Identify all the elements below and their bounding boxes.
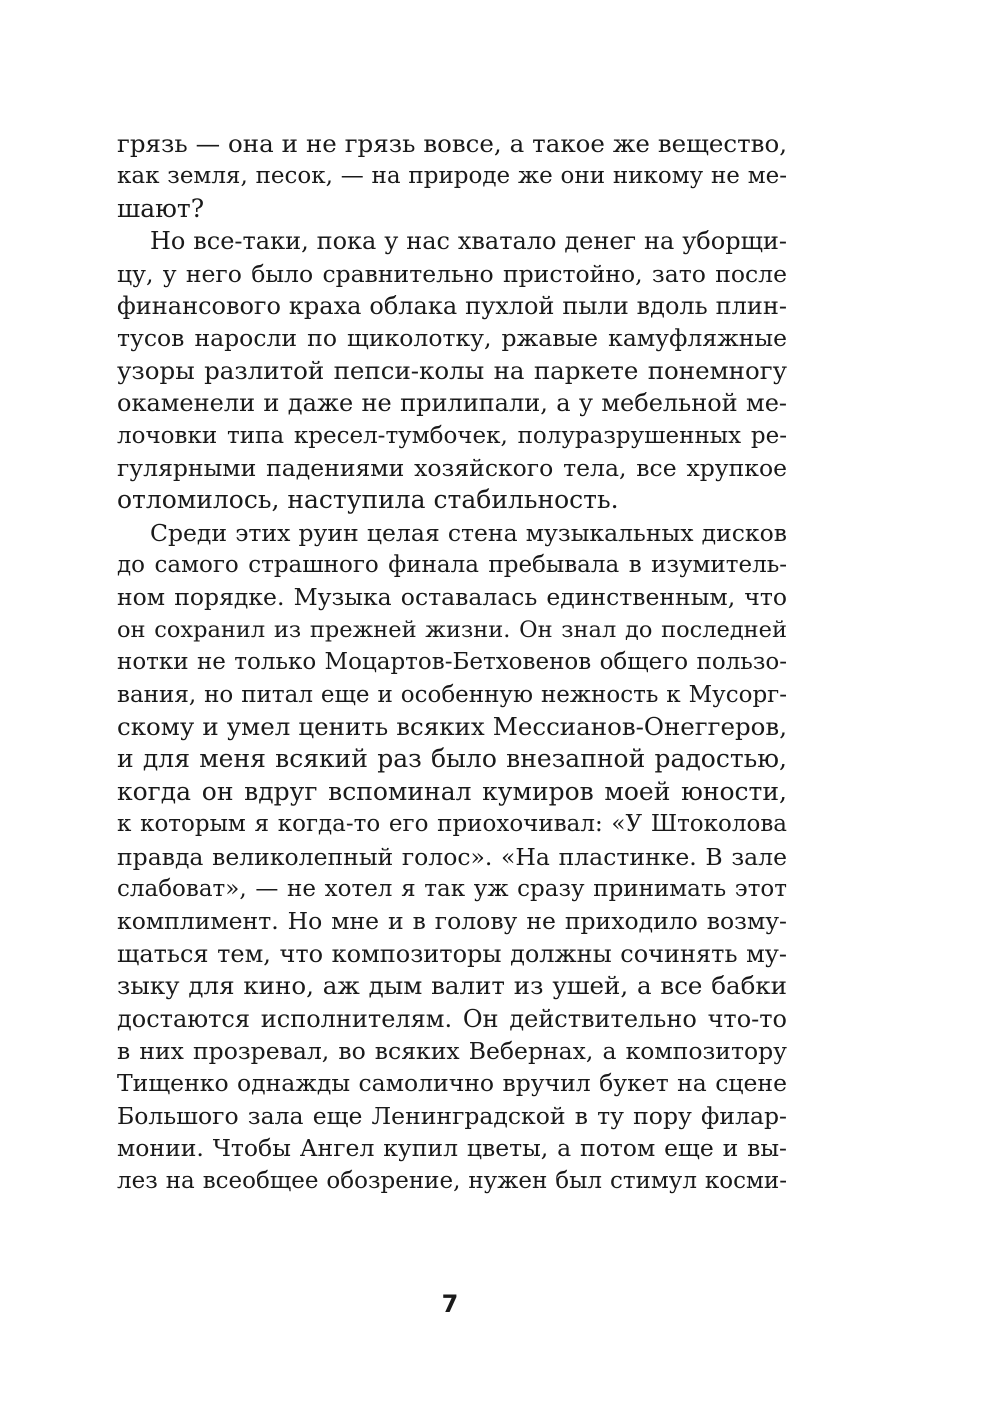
- text-line: тусов наросли по щиколотку, ржавые камуфляжные: [117, 324, 787, 353]
- body-text: [117, 128, 787, 1197]
- text-line: и для меня всякий раз было внезапной радостью,: [117, 744, 787, 774]
- paragraph: [117, 517, 787, 1197]
- text-line: комплимент. Но мне и в голову не приходило возму-: [117, 907, 787, 936]
- text-line: к которым я когда-то его приохочивал: «У Штоколова: [117, 811, 787, 838]
- text-line: грязь — она и не грязь вовсе, а такое же вещество,: [117, 129, 787, 158]
- text-line: лочовки типа кресел-тумбочек, полуразрушенных ре-: [117, 422, 787, 449]
- text-line: окаменели и даже не прилипали, а у мебельной ме-: [117, 389, 787, 418]
- text-line: шают?: [117, 193, 205, 223]
- text-line: когда он вдруг вспоминал кумиров моей юности,: [117, 776, 787, 806]
- text-line: он сохранил из прежней жизни. Он знал до последней: [117, 616, 787, 643]
- text-line: до самого страшного финала пребывала в изумитель-: [117, 552, 787, 579]
- text-line: узоры разлитой пепси-колы на паркете понемногу: [117, 355, 787, 385]
- text-line: как земля, песок, — на природе же они никому не ме-: [117, 163, 787, 190]
- text-line: скому и умел ценить всяких Мессианов-Онеггеров,: [117, 712, 787, 742]
- text-line: достаются исполнителям. Он действительно что-то: [117, 1004, 787, 1033]
- text-line: вания, но питал еще и особенную нежность к Мусорг-: [117, 681, 787, 708]
- text-line: Большого зала еще Ленинградской в ту пору филар-: [117, 1101, 787, 1130]
- text-line: в них прозревал, во всяких Вебернах, а композитору: [117, 1036, 787, 1065]
- text-line: ном порядке. Музыка оставалась единственным, что: [117, 583, 787, 612]
- text-line: Тищенко однажды самолично вручил букет на сцене: [117, 1069, 787, 1098]
- page-number: 7: [441, 1290, 459, 1318]
- paragraph: [117, 225, 787, 517]
- text-line: лез на всеобщее обозрение, нужен был стимул косми-: [117, 1167, 787, 1194]
- text-line: монии. Чтобы Ангел купил цветы, а потом еще и вы-: [117, 1134, 787, 1163]
- text-line: нотки не только Моцартов-Бетховенов общего пользо-: [117, 649, 787, 676]
- text-line: гулярными падениями хозяйского тела, все хрупкое: [117, 453, 787, 482]
- text-line: щаться тем, что композиторы должны сочинять му-: [117, 939, 787, 968]
- text-line: слабоват», — не хотел я так уж сразу принимать этот: [117, 875, 787, 902]
- text-line: финансового краха облака пухлой пыли вдоль плин-: [117, 291, 787, 320]
- text-line: отломилось, наступила стабильность.: [117, 485, 619, 515]
- text-line: цу, у него было сравнительно пристойно, зато после: [117, 259, 787, 288]
- text-line: правда великолепный голос». «На пластинке. В зале: [117, 842, 787, 871]
- text-line: Среди этих руин целая стена музыкальных дисков: [150, 518, 787, 547]
- text-line: зыку для кино, аж дым валит из ушей, а все бабки: [117, 971, 787, 1001]
- text-line: Но все-таки, пока у нас хватало денег на уборщи-: [150, 227, 787, 256]
- paragraph: [117, 128, 787, 225]
